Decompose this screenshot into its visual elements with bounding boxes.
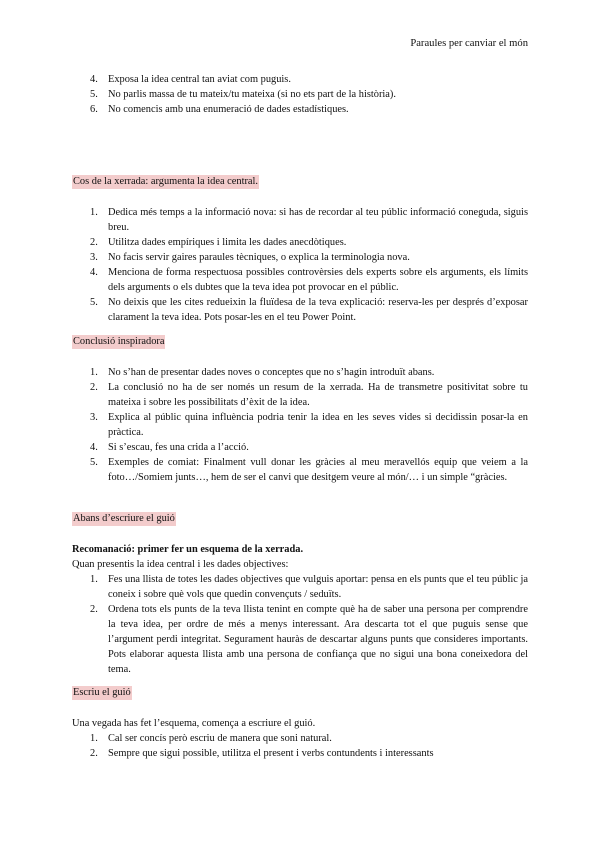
- list-item-text: No parlis massa de tu mateix/tu mateixa (si no ets part de la història).: [108, 89, 396, 100]
- list-item-number: 1.: [90, 207, 98, 218]
- recommendation: [72, 542, 528, 572]
- list-item-text: La conclusió no ha de ser només un resum de la xerrada. Ha de transmetre positivitat sobre tu mateixa i sobre les possibilitats d’èxit de la idea.: [108, 382, 528, 408]
- list-item: [72, 602, 528, 677]
- list-item-number: 2.: [90, 382, 98, 393]
- body-list: [72, 205, 528, 325]
- list-item-text: Exemples de comiat: Finalment vull donar les gràcies al meu meravellós equip que veiem a la foto…/Somiem junts…, hem de ser el canvi que desitgem veure al món/… i un simple “gràcies.: [108, 457, 528, 483]
- list-item-text: Explica al públic quina influència podria tenir la idea en les seves vides si decidissin posar-la en pràctica.: [108, 412, 528, 438]
- list-item-number: 2.: [90, 748, 98, 759]
- list-item: [72, 365, 528, 380]
- list-item: [72, 72, 528, 87]
- conclusion-list: [72, 365, 528, 485]
- list-item-number: 6.: [90, 104, 98, 115]
- list-item-number: 3.: [90, 412, 98, 423]
- list-item-text: Ordena tots els punts de la teva llista tenint en compte què ha de saber una persona per comprendre la teva idea, per ordre de més a menys interessant. Ara descarta tot el que puguis sense que l’argument perdi integritat. Segurament hauràs de descartar alguns punts que consideres importants. Pots elaborar aquesta llista amb una persona de confiança que no sigui una bona coneixedora del tema.: [108, 604, 528, 675]
- recommendation-intro: Quan presentis la idea central i les dades objectives:: [72, 559, 289, 570]
- list-item-number: 2.: [90, 604, 98, 615]
- list-item: [72, 235, 528, 250]
- write-script-list: [72, 731, 528, 761]
- section-heading-body: Cos de la xerrada: argumenta la idea central.: [73, 176, 259, 187]
- list-item: [72, 455, 528, 485]
- list-item: [72, 295, 528, 325]
- list-item-text: Fes una llista de totes les dades objectives que vulguis aportar: pensa en els punts que el teu públic ja coneix i sobre què vols que quedin convençuts / seduïts.: [108, 574, 528, 600]
- recommendation-title: Recomanació: primer fer un esquema de la xerrada.: [72, 544, 304, 555]
- list-item-number: 4.: [90, 267, 98, 278]
- list-item-number: 3.: [90, 252, 98, 263]
- list-item: [72, 205, 528, 235]
- write-script-intro-block: [72, 716, 528, 731]
- list-item: [72, 440, 528, 455]
- list-item-number: 5.: [90, 89, 98, 100]
- write-script-intro: Una vegada has fet l’esquema, comença a escriure el guió.: [72, 718, 316, 729]
- list-item: [72, 731, 528, 746]
- list-item: [72, 380, 528, 410]
- list-item-number: 1.: [90, 367, 98, 378]
- list-item-text: Utilitza dades empíriques i limita les dades anecdòtiques.: [108, 237, 347, 248]
- list-item: [72, 87, 528, 102]
- page-header: Paraules per canviar el món: [410, 38, 528, 49]
- list-item-number: 5.: [90, 457, 98, 468]
- list-item-number: 2.: [90, 237, 98, 248]
- intro-list: [72, 72, 528, 117]
- list-item-text: No facis servir gaires paraules tècniques, o explica la terminologia nova.: [108, 252, 410, 263]
- list-item: [72, 572, 528, 602]
- list-item: [72, 265, 528, 295]
- list-item-text: Dedica més temps a la informació nova: si has de recordar al teu públic informació coneguda, siguis breu.: [108, 207, 528, 233]
- list-item-text: Si s’escau, fes una crida a l’acció.: [108, 442, 249, 453]
- list-item-number: 5.: [90, 297, 98, 308]
- list-item-text: Menciona de forma respectuosa possibles controvèrsies dels experts sobre els arguments, els límits dels arguments o els dubtes que la teva idea pot provocar en el públic.: [108, 267, 528, 293]
- list-item-text: No s’han de presentar dades noves o conceptes que no s’hagin introduït abans.: [108, 367, 435, 378]
- list-item-text: No comencis amb una enumeració de dades estadístiques.: [108, 104, 349, 115]
- list-item: [72, 746, 528, 761]
- section-heading-before-script: Abans d’escriure el guió: [73, 513, 175, 524]
- list-item-number: 4.: [90, 74, 98, 85]
- section-heading-write-script: Escriu el guió: [73, 687, 131, 698]
- list-item-text: Sempre que sigui possible, utilitza el present i verbs contundents i interessants: [108, 748, 434, 759]
- list-item-number: 4.: [90, 442, 98, 453]
- list-item: [72, 102, 528, 117]
- section-heading-conclusion: Conclusió inspiradora: [73, 336, 165, 347]
- list-item-text: Exposa la idea central tan aviat com puguis.: [108, 74, 291, 85]
- list-item-text: No deixis que les cites redueixin la fluïdesa de la teva explicació: reserva-les per després d’exposar clarament la teva idea. Pots posar-les en el teu Power Point.: [108, 297, 528, 323]
- list-item-text: Cal ser concís però escriu de manera que soni natural.: [108, 733, 332, 744]
- before-script-list: [72, 572, 528, 677]
- list-item: [72, 410, 528, 440]
- list-item: [72, 250, 528, 265]
- list-item-number: 1.: [90, 574, 98, 585]
- list-item-number: 1.: [90, 733, 98, 744]
